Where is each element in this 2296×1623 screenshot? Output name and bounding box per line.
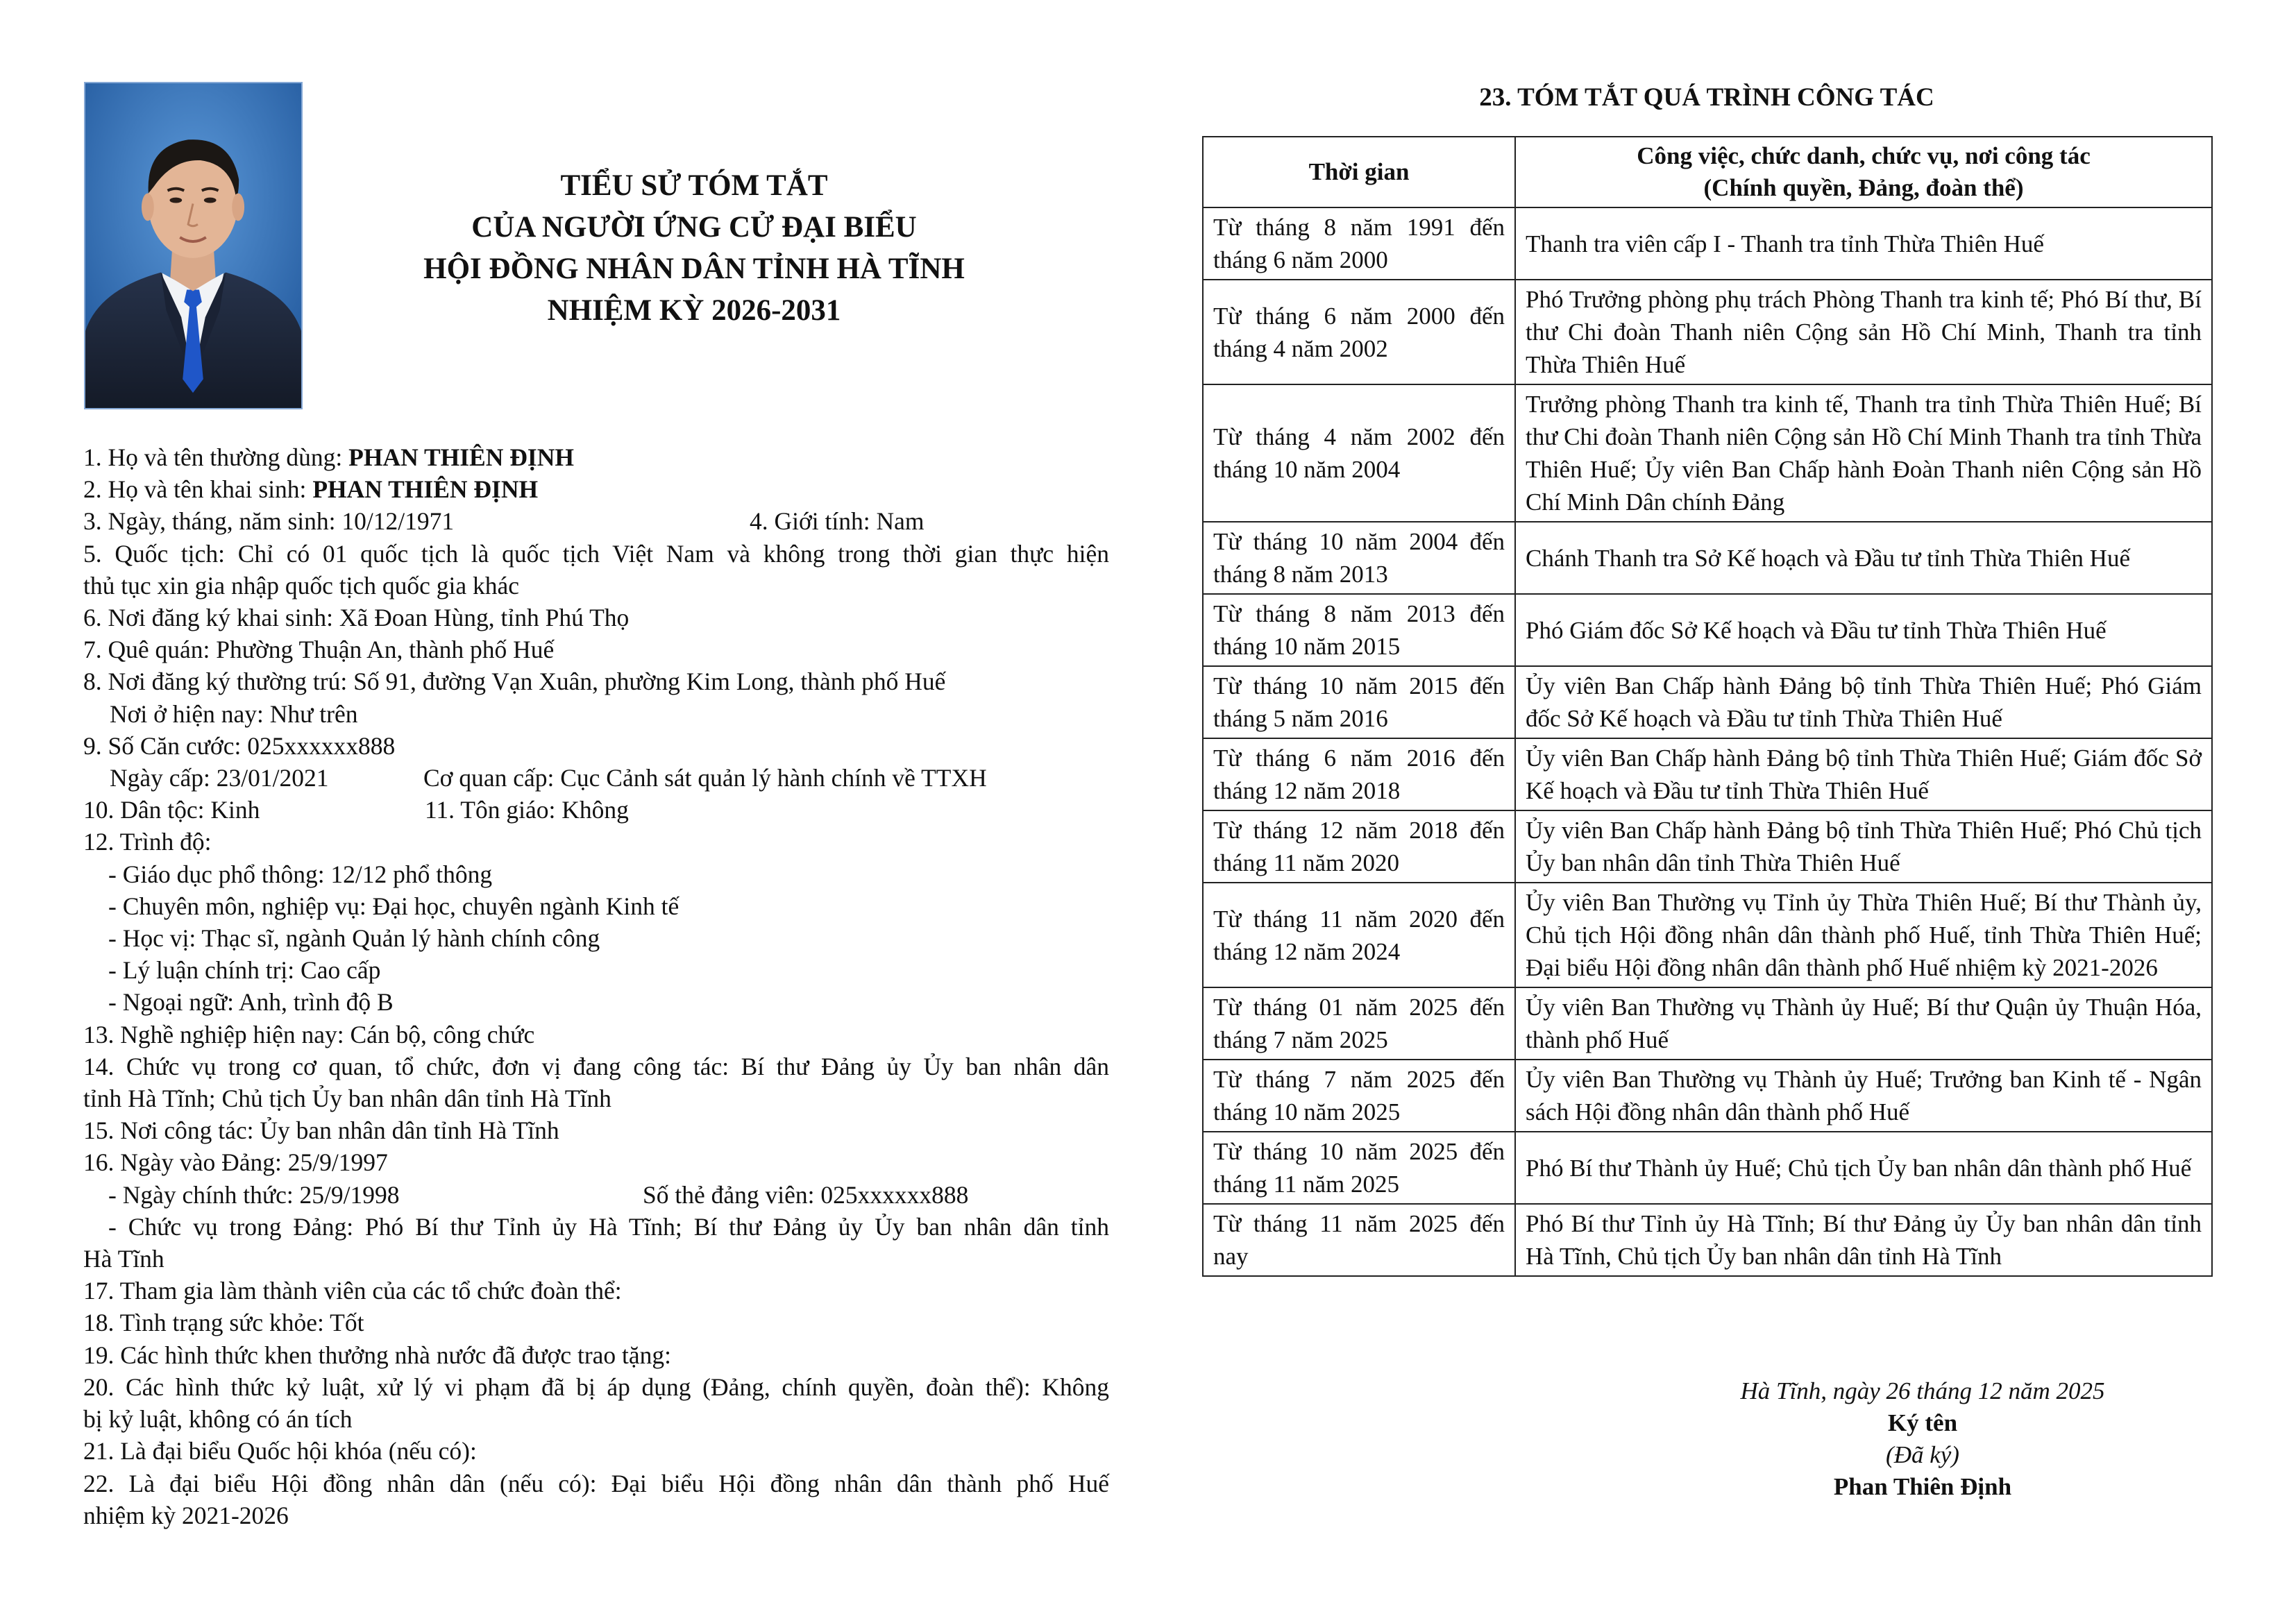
- row-time: Từ tháng 11 năm 2020 đến tháng 12 năm 2024: [1203, 883, 1515, 987]
- info-education-general: - Giáo dục phổ thông: 12/12 phổ thông: [108, 860, 493, 888]
- info-nationality-1: 5. Quốc tịch: Chỉ có 01 quốc tịch là quốc tịch Việt Nam và không trong thời gian thực hiện: [83, 539, 1109, 568]
- row-time: Từ tháng 10 năm 2025 đến tháng 11 năm 2025: [1203, 1132, 1515, 1204]
- info-council-2: nhiệm kỳ 2021-2026: [83, 1501, 289, 1529]
- table-row: [1203, 810, 2212, 883]
- table-row: [1203, 207, 2212, 280]
- info-national-assembly: 21. Là đại biểu Quốc hội khóa (nếu có):: [83, 1437, 477, 1465]
- table-row: [1203, 883, 2212, 987]
- row-job: Thanh tra viên cấp I - Thanh tra tỉnh Thừa Thiên Huế: [1515, 207, 2212, 280]
- info-id-issuer: Cơ quan cấp: Cục Cảnh sát quản lý hành chính về TTXH: [423, 764, 987, 792]
- header-job-line-1: Công việc, chức danh, chức vụ, nơi công tác: [1637, 142, 2091, 169]
- info-birth-name: [83, 473, 1109, 505]
- info-birth-date: [83, 505, 1109, 537]
- info-party-position-1: - Chức vụ trong Đảng: Phó Bí thư Tỉnh ủy Hà Tĩnh; Bí thư Đảng ủy Ủy ban nhân dân tỉnh: [108, 1212, 1109, 1241]
- row-time: Từ tháng 10 năm 2004 đến tháng 8 năm 2013: [1203, 522, 1515, 594]
- portrait-illustration: [85, 83, 301, 408]
- info-council-1: 22. Là đại biểu Hội đồng nhân dân (nếu có): Đại biểu Hội đồng nhân dân thành phố Huế: [83, 1469, 1109, 1497]
- row-time: Từ tháng 6 năm 2016 đến tháng 12 năm 2018: [1203, 738, 1515, 810]
- table-row: [1203, 384, 2212, 522]
- info-religion: 11. Tôn giáo: Không: [425, 796, 629, 824]
- place-date: Hà Tĩnh, ngày 26 tháng 12 năm 2025: [1740, 1377, 2105, 1404]
- row-time: Từ tháng 12 năm 2018 đến tháng 11 năm 2020: [1203, 810, 1515, 883]
- title-line-2: CỦA NGƯỜI ỨNG CỬ ĐẠI BIỂU: [471, 211, 917, 244]
- signature-label: Ký tên: [1887, 1409, 1958, 1436]
- row-job: Phó Trưởng phòng phụ trách Phòng Thanh tra kinh tế; Phó Bí thư, Bí thư Chi đoàn Thanh niên Cộng sản Hồ Chí Minh, Thanh tra tỉnh Thừa Thiên Huế: [1515, 280, 2212, 384]
- info-nationality-2: thủ tục xin gia nhập quốc tịch quốc gia khác: [83, 571, 519, 600]
- info-text: - Ngày chính thức: 25/9/1998: [108, 1180, 400, 1209]
- signature-block: [1624, 1375, 2221, 1503]
- row-job: Phó Giám đốc Sở Kế hoạch và Đầu tư tỉnh Thừa Thiên Huế: [1515, 594, 2212, 666]
- info-organizations: 17. Tham gia làm thành viên của các tổ chức đoàn thể:: [83, 1277, 622, 1305]
- table-row: [1203, 1060, 2212, 1132]
- info-party-card: Số thẻ đảng viên: 025xxxxxx888: [643, 1180, 969, 1209]
- info-position-1: 14. Chức vụ trong cơ quan, tổ chức, đơn vị đang công tác: Bí thư Đảng ủy Ủy ban nhân dân: [83, 1052, 1109, 1080]
- info-id-issue-date: Ngày cấp: 23/01/2021: [110, 764, 329, 792]
- row-job: Ủy viên Ban Chấp hành Đảng bộ tỉnh Thừa Thiên Huế; Giám đốc Sở Kế hoạch và Đầu tư tỉnh Thừa Thiên Huế: [1515, 738, 2212, 810]
- header-time: Thời gian: [1203, 137, 1515, 207]
- info-education-degree: - Học vị: Thạc sĩ, ngành Quản lý hành chính công: [108, 924, 600, 953]
- info-text: 10. Dân tộc: Kinh: [83, 796, 260, 824]
- signed-note: (Đã ký): [1886, 1441, 1959, 1468]
- title-line-4: NHIỆM KỲ 2026-2031: [547, 294, 841, 327]
- header-job-line-2: (Chính quyền, Đảng, đoàn thể): [1703, 174, 2024, 201]
- row-job: Trưởng phòng Thanh tra kinh tế, Thanh tra tỉnh Thừa Thiên Huế; Bí thư Chi đoàn Thanh niên Cộng sản Hồ Chí Minh Thanh tra tỉnh Thừa Thiên Huế; Ủy viên Ban Chấp hành Đoàn Thanh niên Cộng sản Hồ Chí Minh Dân chính Đảng: [1515, 384, 2212, 522]
- info-education-major: - Chuyên môn, nghiệp vụ: Đại học, chuyên ngành Kinh tế: [108, 892, 679, 920]
- table-row: [1203, 594, 2212, 666]
- info-id-issue: [83, 762, 1109, 794]
- table-row: [1203, 1132, 2212, 1204]
- table-header-row: [1203, 137, 2212, 207]
- info-discipline-1: 20. Các hình thức kỷ luật, xử lý vi phạm đã bị áp dụng (Đảng, chính quyền, đoàn thể): Không: [83, 1373, 1109, 1401]
- info-discipline-2: bị kỷ luật, không có án tích: [83, 1405, 353, 1434]
- info-health: 18. Tình trạng sức khỏe: Tốt: [83, 1309, 364, 1337]
- info-workplace: 15. Nơi công tác: Ủy ban nhân dân tỉnh Hà Tĩnh: [83, 1116, 559, 1145]
- row-job: Ủy viên Ban Thường vụ Tỉnh ủy Thừa Thiên Huế; Bí thư Thành ủy, Chủ tịch Hội đồng nhân dân thành phố Huế, tỉnh Thừa Thiên Huế; Đại biểu Hội đồng nhân dân thành phố Huế nhiệm kỳ 2021-2026: [1515, 883, 2212, 987]
- info-value: PHAN THIÊN ĐỊNH: [312, 475, 539, 504]
- info-education-heading: 12. Trình độ:: [83, 828, 212, 856]
- portrait-photo: [84, 82, 303, 409]
- row-time: Từ tháng 7 năm 2025 đến tháng 10 năm 2025: [1203, 1060, 1515, 1132]
- row-job: Ủy viên Ban Thường vụ Thành ủy Huế; Trưởng ban Kinh tế - Ngân sách Hội đồng nhân dân thành phố Huế: [1515, 1060, 2212, 1132]
- work-history-table: [1202, 136, 2213, 1277]
- info-id-number: 9. Số Căn cước: 025xxxxxx888: [83, 731, 396, 760]
- table-row: [1203, 1204, 2212, 1276]
- info-common-name: [83, 441, 1109, 473]
- row-job: Ủy viên Ban Chấp hành Đảng bộ tỉnh Thừa Thiên Huế; Phó Chủ tịch Ủy ban nhân dân tỉnh Thừa Thiên Huế: [1515, 810, 2212, 883]
- row-job: Phó Bí thư Tỉnh ủy Hà Tĩnh; Bí thư Đảng ủy Ủy ban nhân dân tỉnh Hà Tĩnh, Chủ tịch Ủy ban nhân dân tỉnh Hà Tĩnh: [1515, 1204, 2212, 1276]
- table-row: [1203, 987, 2212, 1060]
- info-current-residence: Nơi ở hiện nay: Như trên: [110, 699, 358, 728]
- info-party-official: [83, 1179, 1109, 1211]
- title-line-3: HỘI ĐỒNG NHÂN DÂN TỈNH HÀ TĨNH: [423, 253, 965, 285]
- table-row: [1203, 666, 2212, 738]
- work-history-title: 23. TÓM TẮT QUÁ TRÌNH CÔNG TÁC: [1479, 83, 1934, 112]
- info-position-2: tỉnh Hà Tĩnh; Chủ tịch Ủy ban nhân dân tỉnh Hà Tĩnh: [83, 1085, 611, 1113]
- info-label: 1. Họ và tên thường dùng:: [83, 443, 349, 471]
- info-text: 3. Ngày, tháng, năm sinh: 10/12/1971: [83, 507, 455, 536]
- table-row: [1203, 738, 2212, 810]
- signer-name: Phan Thiên Định: [1833, 1473, 2012, 1500]
- personal-info: [83, 441, 1109, 1531]
- table-row: [1203, 280, 2212, 384]
- info-value: PHAN THIÊN ĐỊNH: [348, 443, 574, 471]
- header-job: [1515, 137, 2212, 207]
- table-row: [1203, 522, 2212, 594]
- row-time: Từ tháng 4 năm 2002 đến tháng 10 năm 2004: [1203, 384, 1515, 522]
- info-party-join-date: 16. Ngày vào Đảng: 25/9/1997: [83, 1148, 388, 1177]
- info-hometown: 7. Quê quán: Phường Thuận An, thành phố Huế: [83, 636, 555, 664]
- row-time: Từ tháng 10 năm 2015 đến tháng 5 năm 2016: [1203, 666, 1515, 738]
- row-time: Từ tháng 11 năm 2025 đến nay: [1203, 1204, 1515, 1276]
- info-awards: 19. Các hình thức khen thưởng nhà nước đã được trao tặng:: [83, 1341, 672, 1369]
- document-title: [326, 165, 1062, 332]
- row-job: Chánh Thanh tra Sở Kế hoạch và Đầu tư tỉnh Thừa Thiên Huế: [1515, 522, 2212, 594]
- row-job: Phó Bí thư Thành ủy Huế; Chủ tịch Ủy ban nhân dân thành phố Huế: [1515, 1132, 2212, 1204]
- info-permanent-residence: 8. Nơi đăng ký thường trú: Số 91, đường Vạn Xuân, phường Kim Long, thành phố Huế: [83, 668, 946, 696]
- row-time: Từ tháng 8 năm 2013 đến tháng 10 năm 2015: [1203, 594, 1515, 666]
- info-occupation: 13. Nghề nghiệp hiện nay: Cán bộ, công chức: [83, 1020, 535, 1048]
- row-job: Ủy viên Ban Thường vụ Thành ủy Huế; Bí thư Quận ủy Thuận Hóa, thành phố Huế: [1515, 987, 2212, 1060]
- info-party-position-2: Hà Tĩnh: [83, 1245, 164, 1273]
- info-education-language: - Ngoại ngữ: Anh, trình độ B: [108, 988, 394, 1017]
- row-time: Từ tháng 6 năm 2000 đến tháng 4 năm 2002: [1203, 280, 1515, 384]
- title-line-1: TIỂU SỬ TÓM TẮT: [560, 169, 828, 202]
- info-education-political: - Lý luận chính trị: Cao cấp: [108, 956, 381, 985]
- info-ethnicity: [83, 794, 1109, 826]
- row-job: Ủy viên Ban Chấp hành Đảng bộ tỉnh Thừa Thiên Huế; Phó Giám đốc Sở Kế hoạch và Đầu tư tỉnh Thừa Thiên Huế: [1515, 666, 2212, 738]
- info-gender: 4. Giới tính: Nam: [750, 507, 925, 536]
- row-time: Từ tháng 8 năm 1991 đến tháng 6 năm 2000: [1203, 207, 1515, 280]
- info-label: 2. Họ và tên khai sinh:: [83, 475, 313, 504]
- row-time: Từ tháng 01 năm 2025 đến tháng 7 năm 2025: [1203, 987, 1515, 1060]
- info-birth-registration: 6. Nơi đăng ký khai sinh: Xã Đoan Hùng, tỉnh Phú Thọ: [83, 604, 630, 632]
